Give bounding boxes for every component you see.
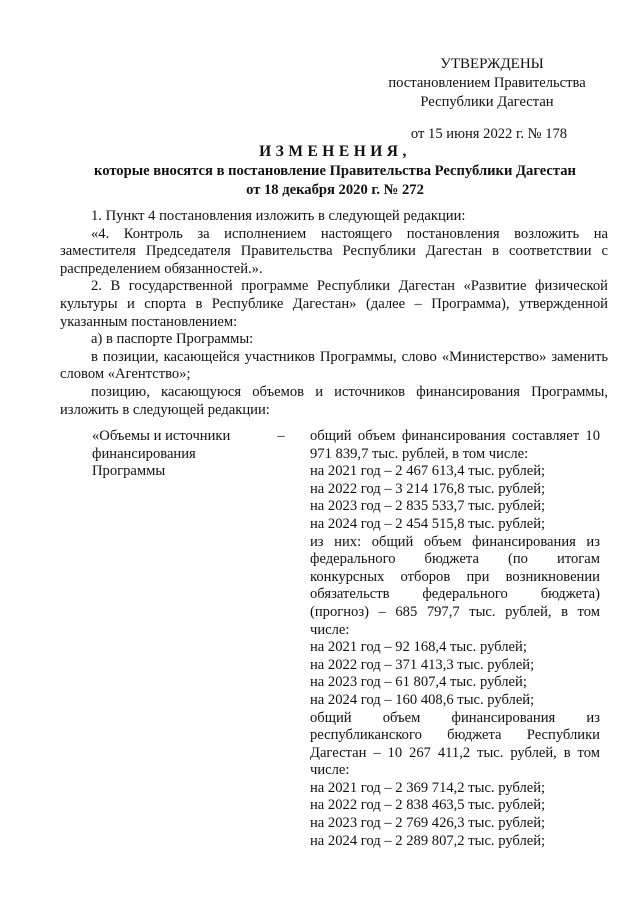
paragraph-2: «4. Контроль за исполнением настоящего постановления возложить на заместителя Председателя Правительства Республики Дагестан в соответствии с распределением обязанностей.». <box>60 225 608 277</box>
paragraph-6: позицию, касающуюся объемов и источников финансирования Программы, изложить в следующей редакции: <box>60 383 608 418</box>
financing-table <box>60 428 610 850</box>
heading-line-2: от 18 декабря 2020 г. № 272 <box>246 182 424 198</box>
approval-date: от 15 июня 2022 г. № 178 <box>410 126 568 142</box>
document-heading <box>40 141 630 200</box>
paragraph-4: а) в паспорте Программы: <box>91 331 254 348</box>
approval-line-1: постановлением Правительства <box>388 75 586 91</box>
paragraph-5: в позиции, касающейся участников Программы, слово «Министерство» заменить словом «Агентство»; <box>60 348 608 383</box>
federal-year-2023: на 2023 год – 61 807,4 тыс. рублей; <box>310 674 527 691</box>
total-year-2022: на 2022 год – 3 214 176,8 тыс. рублей; <box>310 480 546 497</box>
total-year-2023: на 2023 год – 2 835 533,7 тыс. рублей; <box>310 498 546 515</box>
republic-year-2023: на 2023 год – 2 769 426,3 тыс. рублей; <box>310 815 546 832</box>
heading-line-1: которые вносятся в постановление Правительства Республики Дагестан <box>94 163 576 179</box>
financing-label: «Объемы и источники финансирования Программы <box>92 428 231 480</box>
dash: – <box>277 428 285 444</box>
paragraph-3: 2. В государственной программе Республики Дагестан «Развитие физической культуры и спорта в Республике Дагестан» (далее – Программа), утвержденной указанным постановлением: <box>60 278 608 330</box>
federal-year-2024: на 2024 год – 160 408,6 тыс. рублей; <box>310 691 535 708</box>
republic-year-2022: на 2022 год – 2 838 463,5 тыс. рублей; <box>310 797 546 814</box>
approval-title: УТВЕРЖДЕНЫ <box>440 56 544 72</box>
financing-row <box>60 428 610 850</box>
republic-year-2021: на 2021 год – 2 369 714,2 тыс. рублей; <box>310 779 546 796</box>
financing-details <box>310 428 600 850</box>
federal-year-2022: на 2022 год – 371 413,3 тыс. рублей; <box>310 656 535 673</box>
document-body <box>60 208 608 419</box>
federal-intro: из них: общий объем финансирования из федерального бюджета (по итогам конкурсных отборов при возникновении обязательств федерального бюджета) (прогноз) – 685 797,7 тыс. рублей, в том числе: <box>310 533 600 638</box>
paragraph-1: 1. Пункт 4 постановления изложить в следующей редакции: <box>91 208 466 224</box>
republic-intro: общий объем финансирования из республиканского бюджета Республики Дагестан – 10 267 411,2 тыс. рублей, в том числе: <box>310 709 600 779</box>
federal-year-2021: на 2021 год – 92 168,4 тыс. рублей; <box>310 639 527 656</box>
heading-title: ИЗМЕНЕНИЯ, <box>259 143 411 160</box>
total-intro: общий объем финансирования составляет 10 971 839,7 тыс. рублей, в том числе: <box>310 428 600 462</box>
approval-block <box>0 55 640 144</box>
approval-line-2: Республики Дагестан <box>420 94 554 110</box>
total-year-2021: на 2021 год – 2 467 613,4 тыс. рублей; <box>310 463 546 480</box>
republic-year-2024: на 2024 год – 2 289 807,2 тыс. рублей; <box>310 832 546 849</box>
total-year-2024: на 2024 год – 2 454 515,8 тыс. рублей; <box>310 515 546 532</box>
